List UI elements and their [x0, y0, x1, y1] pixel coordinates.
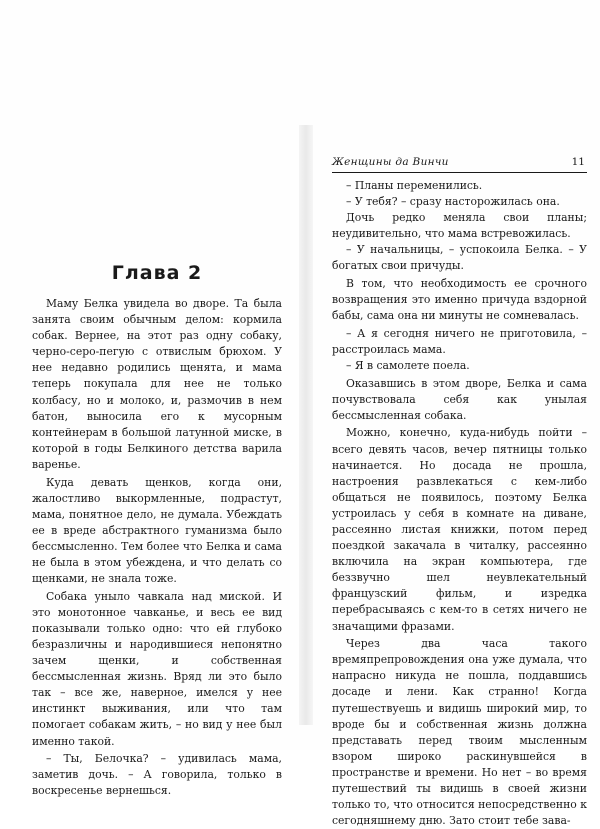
- right-paragraph-2: – У тебя? – сразу насторожилась она.: [346, 195, 560, 209]
- running-title: Женщины да Винчи: [332, 156, 449, 168]
- right-paragraph-1: – Планы переменились.: [346, 179, 483, 192]
- left-page: [0, 0, 300, 798]
- right-paragraph-7: – Я в самолете поела.: [346, 359, 470, 373]
- running-head: [332, 152, 587, 173]
- page-number: 11: [571, 156, 585, 168]
- right-paragraph-5: В том, что необходимость ее срочного возвращения это именно причуда вздорной бабы, сама она ни минуты не сомневалась.: [332, 277, 587, 323]
- right-paragraph-8: Оказавшись в этом дворе, Белка и сама почувствовала себя как унылая бессмысленная собака.: [332, 376, 587, 422]
- left-paragraph-2: Куда девать щенков, когда они, жалостливо выкормленные, подрастут, мама, понятное дело, не думала. Убеждать ее в вреде абстрактного гуманизма было бессмысленно. Тем более что Белка и сама не была в этом убеждена, и что делать со щенками, не знала тоже.: [32, 475, 282, 586]
- right-paragraph-4: – У начальницы, – успокоила Белка. – У богатых свои причуды.: [332, 243, 587, 273]
- left-paragraph-3: Собака уныло чавкала над миской. И это монотонное чавканье, и весь ее вид показывали только одно: что ей глубоко безразличны и народившиеся непонятно зачем щенки, и собственная бессмысленная жизнь. Вряд ли это было так – все же, наверное, имелся у нее инстинкт выживания, или что там помогает собакам жить, – но вид у нее был именно такой.: [32, 589, 282, 748]
- left-page-text: [32, 296, 282, 799]
- right-page-text: [332, 178, 587, 829]
- left-paragraph-1: Маму Белка увидела во дворе. Та была занята своим обычным делом: кормила собак. Вернее, на этот раз одну собаку, черно-серо-пегую с отвислым брюхом. У нее недавно родились щенята, и мама теперь покупала для нее не только колбасу, но и молоко, и, размочив в нем батон, выносила его к мусорным контейнерам в большой латунной миске, в которой в годы Белкиного детства варила варенье.: [32, 297, 282, 471]
- right-page: [312, 0, 600, 828]
- right-paragraph-3: Дочь редко меняла свои планы; неудивительно, что мама встревожилась.: [332, 211, 587, 241]
- right-paragraph-9: Можно, конечно, куда-нибудь пойти – всего девять часов, вечер пятницы только начинается. Но досада не прошла, настроения развлекаться с кем-либо общаться не появилось, поэтому Белка устроилась у себя в комнате на диване, рассеянно листая книжки, потом перед поездкой закачала в читалку, рассеянно включила на экран компьютера, где беззвучно шел неувлекательный французский фильм, и изредка перебрасываясь с кем-то в сетях ничего не значащими фразами.: [332, 426, 587, 633]
- right-paragraph-6: – А я сегодня ничего не приготовила, – расстроилась мама.: [332, 326, 587, 356]
- chapter-title: Глава 2: [111, 262, 203, 284]
- book-gutter: [299, 125, 313, 725]
- right-paragraph-10: Через два часа такого времяпрепровождения она уже думала, что напрасно никуда не пошла, поддавшись досаде и лени. Как странно! Когда путешествуешь и видишь широкий мир, то вроде бы и собственная жизнь должна представать перед твоим мысленным взором широко раскинувшейся в пространстве и времени. Но нет – во время путешествий ты видишь в своей жизни только то, что относится непосредственно к сегодняшнему дню. Зато стоит тебе зава-: [332, 637, 587, 828]
- left-paragraph-4: – Ты, Белочка? – удивилась мама, заметив дочь. – А говорила, только в воскресенье вернешься.: [32, 752, 282, 798]
